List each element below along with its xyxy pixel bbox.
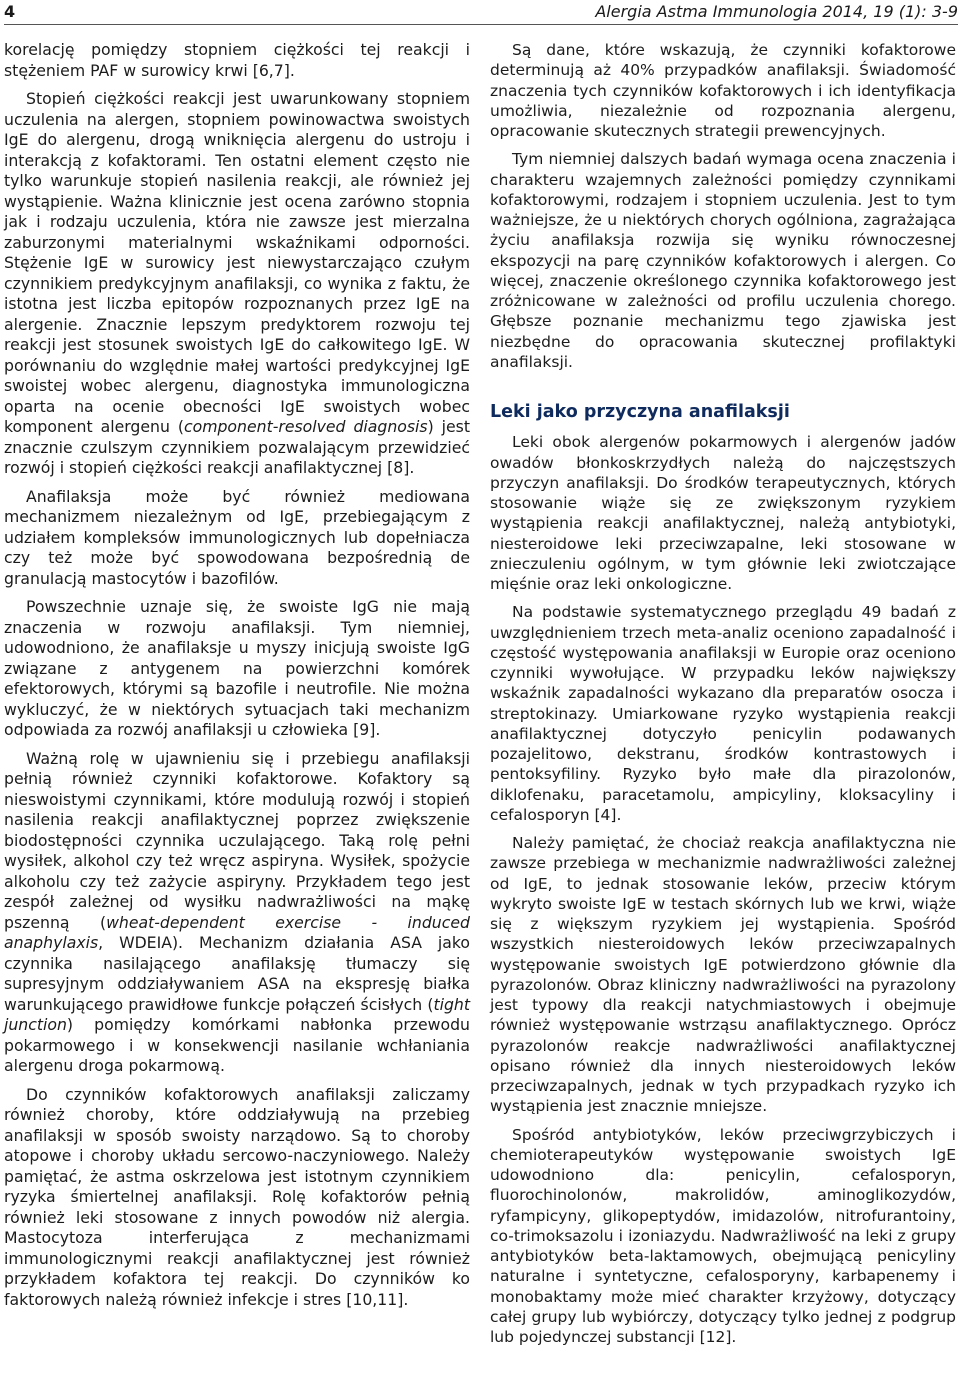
italic-term: wheat-dependent exercise - induced anaphylaxis [4,912,470,952]
italic-term: tight junction [4,994,470,1034]
left-column [4,40,470,1318]
paragraph-text: ) pomiędzy komórkami nabłonka przewodu pokarmowego i w konsekwencji nasilanie wchłaniania alergenu droga pokarmową. [4,1015,470,1075]
paragraph [4,89,470,479]
paragraph: Leki obok alergenów pokarmowych i alergenów jadów owadów błonkoskrzydłych należą do najczęstszych przyczyn anafilaksji. Do środków terapeutycznych, których stosowanie wiąże się ze zwiększonym ryzykiem wystąpienia reakcji anafilaktycznej, należą antybiotyki, niesteroidowe leki przeciwzapalne, leki stosowane w znieczuleniu ogólnym, w tym głównie leki zwiotczające mięśnie oraz leki onkologiczne. [490,433,956,593]
paragraph-text: , WDEIA). Mechanizm działania ASA jako czynnika nasilającego anafilaksję tłumaczy się supresyjnym oddziaływaniem ASA na ekspresję białka warunkującego prawidłowe funkcje połączeń ścisłych ( [4,933,470,1014]
paragraph: Spośród antybiotyków, leków przeciwgrzybiczych i chemioterapeutyków występowanie swoistych IgE udowodniono dla: penicylin, cefalosporyn, fluorochinolonów, makrolidów, aminoglikozydów, ryfampicyny, glikopeptydów, imidazolów, nitrofurantoiny, co-trimoksazolu i izoniazydu. Nadwrażliwość na leki z grupy antybiotyków beta-laktamowych, obejmującą penicyliny naturalne i syntetyczne, cefalosporyny, karbapenemy i monobaktamy może mieć charakter krzyżowy, dotyczący całej grupy lub wybiórczy, dotyczący tylko jednej z podgrup lub pojedynczej substancji [12]. [490,1125,956,1346]
paragraph: Powszechnie uznaje się, że swoiste IgG nie mają znaczenia w rozwoju anafilaksji. Tym niemniej, udowodniono, że anafilaksje u myszy inicjują swoiste IgG związane z antygenem na powierzchni komórek efektorowych, którymi są bazofile i neutrofile. Nie można wykluczyć, że w niektórych sytuacjach taki mechanizm odpowiada za rozwój anafilaksji u człowieka [9]. [4,597,470,739]
section-heading: Leki jako przyczyna anafilaksji [490,402,790,422]
italic-term: component-resolved diagnosis [183,417,428,436]
paragraph: Do czynników kofaktorowych anafilaksji zaliczamy również choroby, które oddziaływują na przebieg anafilaksji w sposób swoisty narządowo. Są to choroby atopowe i choroby układu sercowo-naczyniowego. Należy pamiętać, że astma oskrzelowa jest istotnym czynnikiem ryzyka śmiertelnej anafilaksji. Rolę kofaktorów pełnią również leki stosowane z innych powodów niż alergia. Mastocytoza interferująca z mechanizmami immunologicznymi reakcji anafilaktycznej jest również przykładem kofaktora tej reakcji. Do czynników ko faktorowych należą również infekcje i stres [10,11]. [4,1084,470,1309]
paragraph: Należy pamiętać, że chociaż reakcja anafilaktyczna nie zawsze przebiega w mechanizmie nadwrażliwości zależnej od IgE, to jednak stosowanie leków, przeciw którym wykryto swoiste IgE w testach skórnych lub we krwi, wiąże się z większym ryzykiem jej wystąpienia. Spośród wszystkich niesteroidowych leków przeciwzapalnych występowanie swoistych IgE potwierdzono głównie dla pyrazolonów. Obraz kliniczny nadwrażliwości na pyrazolony jest typowy dla reakcji natychmiastowych i obejmuje również występowanie wstrząsu anafilaktycznego. Oprócz pyrazolonów reakcje nadwrażliwości anafilaktycznej opisano również dla innych niesteroidowych leków przeciwzapalnych, jednak w tych przypadkach ryzyko ich wystąpienia jest znacznie mniejsze. [490,834,956,1116]
paragraph: Są dane, które wskazują, że czynniki kofaktorowe determinują aż 40% przypadków anafilaksji. Świadomość znaczenia tych czynników kofaktorowych i ich identyfikacja umożliwia, niezależnie od rozpoznania alergenu, opracowanie skutecznych strategii prewencyjnych. [490,41,956,140]
paragraph-text: Stopień ciężkości reakcji jest uwarunkowany stopniem uczulenia na alergen, stopniem powinowactwa swoistych IgE do alergenu, drogą wniknięcia alergenu do ustroju i interakcją z kofaktorami. Ten ostatni element często nie tylko warunkuje stopień nasilenia reakcji, ale również jej wystąpienie. Ważna klinicznie jest ocena zarówno stopnia jak i rodzaju uczulenia, która nie zawsze jest mierzalna zaburzonymi materialnymi wskaźnikami odporności. Stężenie IgE w surowicy jest niewystarczająco czułym czynnikiem predykcyjnym anafilaksji, co wynika z faktu, że istotna jest liczba epitopów rozpoznanych przez IgE na alergenie. Znacznie lepszym predyktorem rozwoju tej reakcji jest stosunek swoistych IgE do całkowitego IgE. W porównaniu do względnie małej wartości predykcyjnej IgE swoistej wobec alergenu, diagnostyka immunologiczna oparta na ocenie obecności IgE swoistych wobec komponent alergenu ( [4,89,470,436]
paragraph: korelację pomiędzy stopniem ciężkości tej reakcji i stężeniem PAF w surowicy krwi [6,7]. [4,40,470,80]
paragraph [4,749,470,1077]
paragraph: Tym niemniej dalszych badań wymaga ocena znaczenia i charakteru wzajemnych zależności pomiędzy czynnikami kofaktorowymi, rodzajem i stopniem uczulenia. Jest to tym ważniejsze, że u niektórych chorych ogólniona, zagrażająca życiu anafilaksja rozwija się wyniku równoczesnej ekspozycji na parę czynników kofaktorowych i alergen. Co więcej, znaczenie określonego czynnika kofaktorowego jest zróżnicowane w zależności od profilu uczulenia chorego. Głębsze poznanie mechanizmu tego zjawiska jest niezbędne do opracowania skutecznej profilaktyki anafilaksji. [490,150,956,371]
paragraph-text: ) jest znacznie czulszym czynnikiem pozwalającym przewidzieć rozwój i stopień ciężkości reakcji anafilaktycznej [8]. [4,417,470,477]
paragraph: Anafilaksja może być również mediowana mechanizmem niezależnym od IgE, przebiegającym z udziałem kompleksów immunologicznych lub dopełniacza czy też może być spowodowana bezpośrednią de granulacją mastocytów i bazofilów. [4,486,470,588]
page-number: 4 [4,2,16,21]
running-head [0,0,960,26]
paragraph-text: Ważną rolę w ujawnieniu się i przebiegu anafilaksji pełnią również czynniki kofaktorowe. Kofaktory są nieswoistymi czynnikami, które modulują rozwój i stopień nasilenia reakcji anafilaktycznej poprzez zwiększenie biodostępności czynnika uczulającego. Taką rolę pełni wysiłek, alkohol czy też wręcz aspiryna. Wysiłek, spożycie alkoholu czy też zażycie aspiryny. Przykładem tego jest zespół zależnej od wysiłku nadwrażliwości na mąkę pszenną ( [4,748,470,932]
right-column [490,40,956,1355]
journal-citation: Alergia Astma Immunologia 2014, 19 (1): 3-9 [595,2,958,21]
header-rule [4,24,958,25]
paragraph: Na podstawie systematycznego przeglądu 49 badań z uwzględnieniem trzech meta-analiz oceniono zapadalność i częstość występowania anafilaksji w Europie oraz oceniono czynniki wywołujące. W przypadku leków największy wskaźnik zapadalności wykazano dla preparatów osocza i streptokinazy. Umiarkowane ryzyko wystąpienia reakcji anafilaktycznej dotyczyło penicylin podawanych pozajelitowo, dekstranu, środków kontrastowych i pentoksyfiliny. Ryzyko było małe dla pirazolonów, diklofenaku, paracetamolu, ampicyliny, kloksacyliny i cefalosporyn [4]. [490,603,956,824]
